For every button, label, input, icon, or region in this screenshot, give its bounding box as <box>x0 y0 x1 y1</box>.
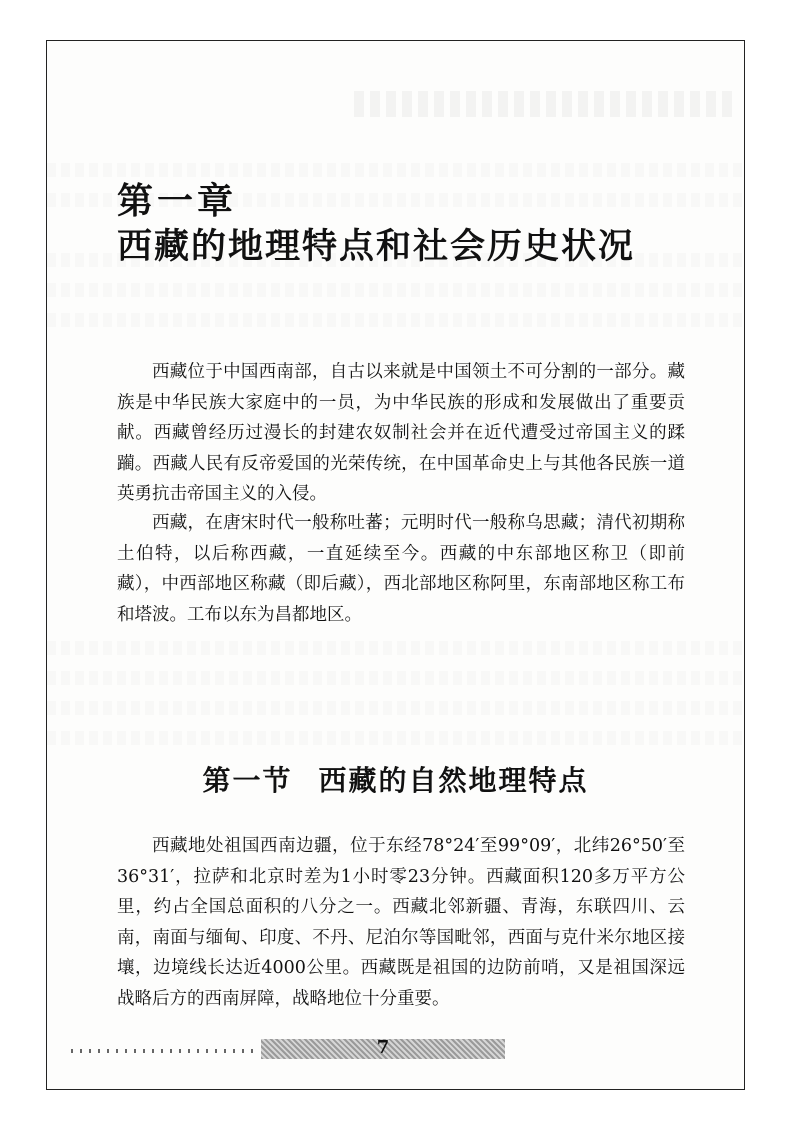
page-number: 7 <box>376 1037 390 1058</box>
bleed-through-line <box>47 641 744 655</box>
bleed-through-line <box>47 283 744 297</box>
section-heading <box>47 759 744 799</box>
chapter-number: 第一章 <box>117 181 238 222</box>
chapter-title: 西藏的地理特点和社会历史状况 <box>117 227 636 267</box>
footer-dotted-rule <box>71 1049 259 1053</box>
section-paragraph: 西藏地处祖国西南边疆，位于东经78°24′至99°09′，北纬26°50′至36°31′，拉萨和北京时差为1小时零23分钟。西藏面积120多万平方公里，约占全国总面积的八分之一。西藏北邻新疆、青海，东联四川、云南，南面与缅甸、印度、不丹、尼泊尔等国毗邻，西面与克什米尔地区接壤，边境线长达近4000公里。西藏既是祖国的边防前哨，又是祖国深远战略后方的西南屏障，战略地位十分重要。 <box>117 836 685 1009</box>
body-paragraph: 西藏位于中国西南部，自古以来就是中国领土不可分割的一部分。藏族是中华民族大家庭中的一员，为中华民族的形成和发展做出了重要贡献。西藏曾经历过漫长的封建农奴制社会并在近代遭受过帝国主义的蹂躏。西藏人民有反帝爱国的光荣传统，在中国革命史上与其他各民族一道英勇抗击帝国主义的入侵。 <box>117 362 685 504</box>
section-number: 第一节 <box>202 764 293 797</box>
bleed-through-header <box>354 91 734 117</box>
bleed-through-line <box>47 671 744 685</box>
book-page <box>46 40 745 1090</box>
body-paragraph: 西藏，在唐宋时代一般称吐蕃；元明时代一般称乌思藏；清代初期称土伯特，以后称西藏，一直延续至今。西藏的中东部地区称卫（即前藏），中西部地区称藏（即后藏），西北部地区称阿里，东南部地区称工布和塔波。工布以东为昌都地区。 <box>117 513 685 625</box>
bleed-through-line <box>47 313 744 327</box>
section-title: 西藏的自然地理特点 <box>318 764 589 797</box>
bleed-through-line <box>47 731 744 745</box>
bleed-through-line <box>47 701 744 715</box>
